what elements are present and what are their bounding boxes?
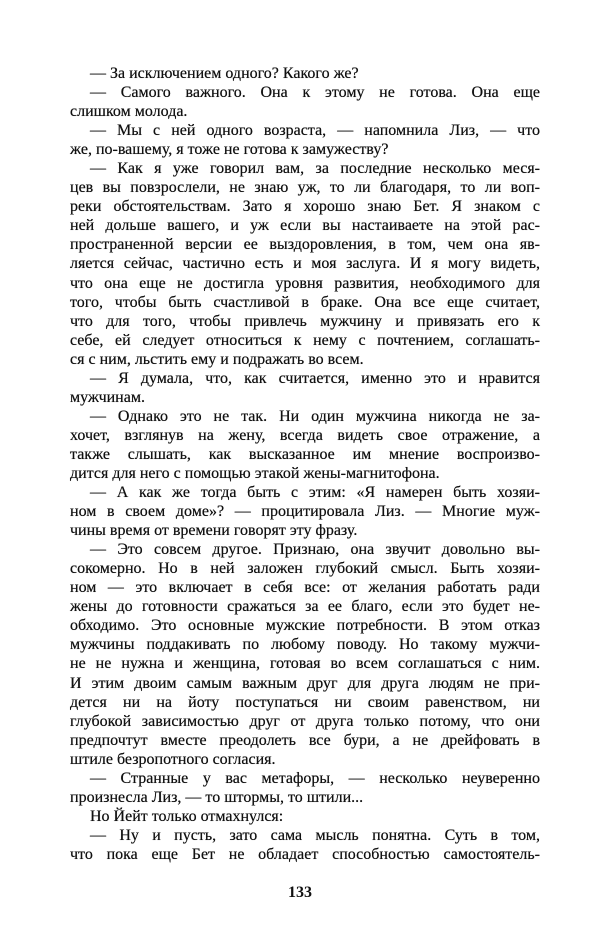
text-line: пространенной версии ее выздоровления, в том, чем она яв- bbox=[70, 236, 540, 254]
text-line: — Мы с ней одного возраста, — напомнила Лиз, — что bbox=[90, 122, 540, 140]
text-line: цев вы повзрослели, не знаю уж, то ли благодаря, то ли воп- bbox=[70, 179, 540, 197]
text-line: — Странные у вас метафоры, — несколько неуверенно bbox=[90, 769, 540, 787]
text-line: И этим двоим самым важным друг для друга людям не при- bbox=[70, 674, 540, 692]
text-line: — За исключением одного? Какого же? bbox=[90, 65, 359, 82]
text-line: — Самого важного. Она к этому не готова. Она еще bbox=[90, 84, 540, 102]
text-line: ся с ним, льстить ему и подражать во всем. bbox=[70, 350, 364, 368]
page-body-text bbox=[70, 64, 540, 864]
text-line: штиле безропотного согласия. bbox=[70, 750, 276, 768]
text-line: Но Йейт только отмахнулся: bbox=[90, 807, 284, 825]
text-line: слишком молода. bbox=[70, 103, 188, 121]
text-line: что пока еще Бет не обладает способностью самостоятель- bbox=[70, 845, 540, 863]
text-line: ляется сейчас, частично есть и моя заслуга. И я могу видеть, bbox=[70, 255, 540, 273]
page-number: 133 bbox=[288, 884, 312, 901]
text-line: того, чтобы быть счастливой в браке. Она все еще считает, bbox=[70, 293, 540, 311]
text-line: — Я думала, что, как считается, именно это и нравится bbox=[90, 369, 540, 387]
text-line: реки обстоятельствам. Зато я хорошо знаю Бет. Я знаком с bbox=[70, 198, 540, 216]
text-line: — Как я уже говорил вам, за последние несколько меся- bbox=[90, 160, 540, 178]
text-line: также слышать, как высказанное им мнение воспроизво- bbox=[70, 445, 540, 463]
text-line: что она еще не достигла уровня развития, необходимого для bbox=[70, 274, 540, 292]
text-line: чины время от времени говорят эту фразу. bbox=[70, 522, 358, 540]
text-line: ном — это включает в себя все: от желания работать ради bbox=[70, 579, 540, 597]
text-line: дится для него с помощью этакой жены-магнитофона. bbox=[70, 464, 440, 482]
text-line: мужчинам. bbox=[70, 388, 145, 406]
text-line: предпочтут вместе преодолеть все бури, а не дрейфовать в bbox=[70, 731, 540, 749]
text-line: жены до готовности сражаться за ее благо, если это будет не- bbox=[70, 598, 540, 616]
text-line: себе, ей следует относиться к нему с почтением, соглашать- bbox=[70, 331, 540, 349]
text-line: ном в своем доме»? — процитировала Лиз. — Многие муж- bbox=[70, 503, 540, 521]
text-line: — Это совсем другое. Признаю, она звучит довольно вы- bbox=[90, 541, 540, 559]
text-line: обходимо. Это основные мужские потребности. В этом отказ bbox=[70, 617, 540, 635]
text-line: — А как же тогда быть с этим: «Я намерен быть хозяи- bbox=[90, 484, 540, 502]
text-line: ней дольше вашего, и уж если вы настаиваете на этой рас- bbox=[70, 217, 540, 235]
text-line: же, по-вашему, я тоже не готова к замужеству? bbox=[70, 141, 389, 159]
text-line: что для того, чтобы привлечь мужчину и привязать его к bbox=[70, 312, 540, 330]
text-line: мужчины поддакивать по любому поводу. Но такому мужчи- bbox=[70, 636, 540, 654]
text-line: сокомерно. Но в ней заложен глубокий смысл. Быть хозяи- bbox=[70, 560, 540, 578]
text-line: — Ну и пусть, зато сама мысль понятна. Суть в том, bbox=[90, 826, 540, 844]
text-line: — Однако это не так. Ни один мужчина никогда не за- bbox=[90, 407, 540, 425]
text-line: хочет, взглянув на жену, всегда видеть свое отражение, а bbox=[70, 426, 540, 444]
text-line: произнесла Лиз, — то штормы, то штили... bbox=[70, 788, 364, 806]
text-line: не не нужна и женщина, готовая во всем соглашаться с ним. bbox=[70, 655, 540, 673]
text-line: глубокой зависимостью друг от друга только потому, что они bbox=[70, 712, 540, 730]
text-line: дется ни на йоту поступаться ни своим равенством, ни bbox=[70, 693, 540, 711]
